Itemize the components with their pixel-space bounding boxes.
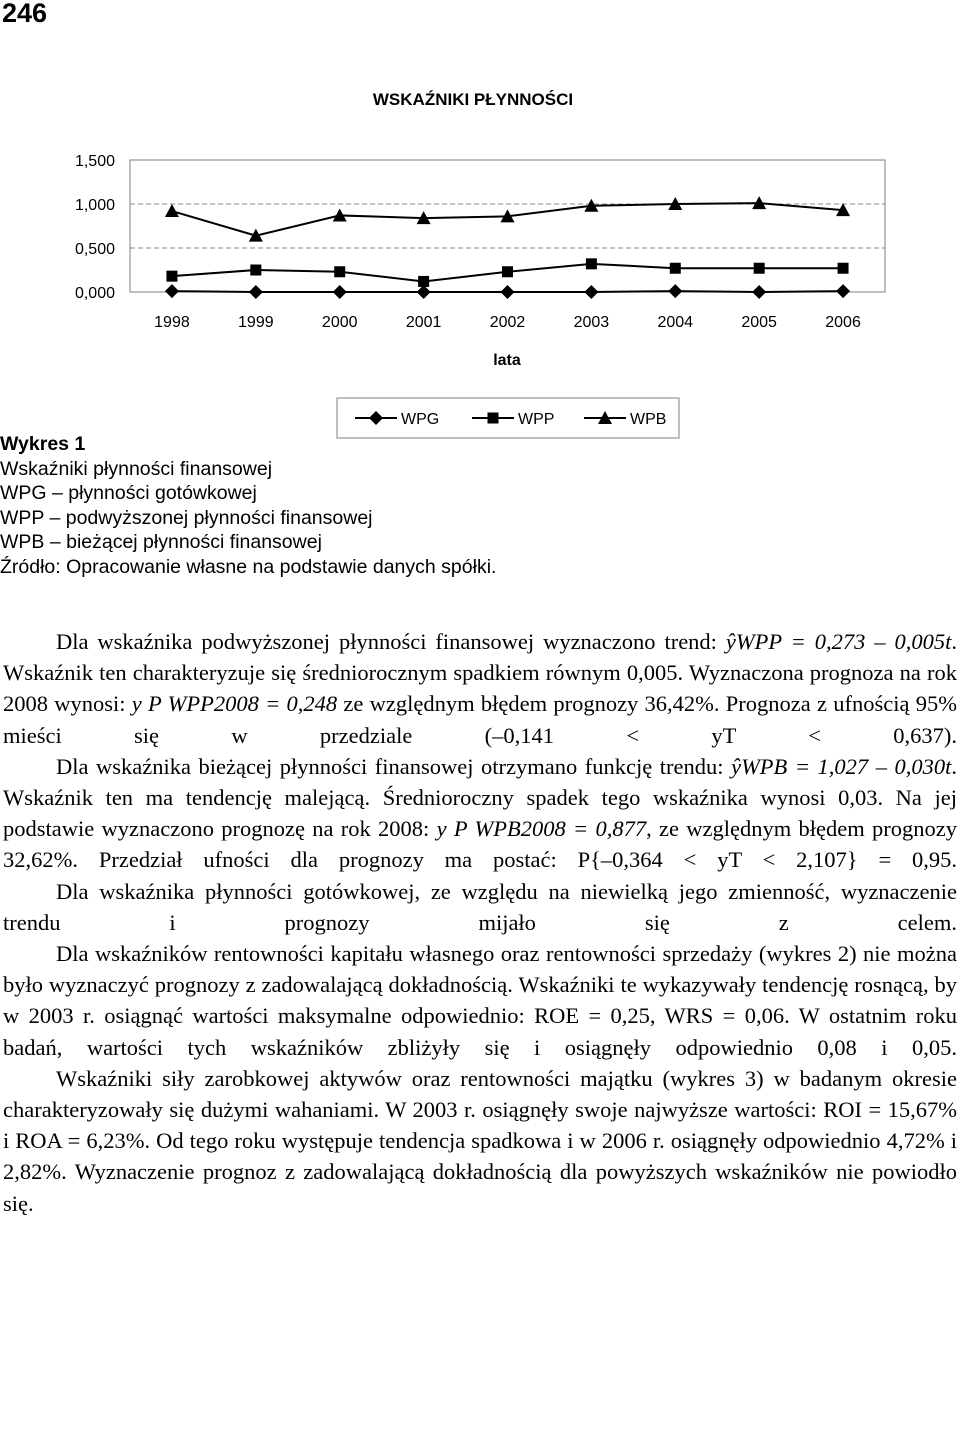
- chart-title: WSKAŹNIKI PŁYNNOŚCI: [372, 90, 574, 109]
- y-axis: [75, 153, 115, 302]
- x-axis-label: lata: [493, 352, 521, 369]
- formula-forecast-wpb: y P WPB2008 = 0,877: [436, 816, 647, 842]
- series-wpb: [165, 196, 850, 242]
- y-tick-label: 1,500: [74, 153, 115, 170]
- square-marker: [586, 258, 597, 269]
- square-marker: [502, 266, 513, 277]
- diamond-marker: [333, 285, 347, 299]
- caption-source: Źródło: Opracowanie własne na podstawie danych spółki.: [0, 555, 497, 578]
- legend-label: WPP: [518, 411, 555, 428]
- x-tick-label: 2000: [321, 314, 358, 331]
- page-number: 246: [2, 0, 48, 28]
- formula-forecast-wpp: y P WPP2008 = 0,248: [131, 691, 338, 717]
- square-marker: [670, 263, 681, 274]
- body-text: [3, 626, 957, 1219]
- caption-line: WPG – płynności gotówkowej: [0, 482, 257, 504]
- caption-line: Wskaźniki płynności finansowej: [0, 457, 273, 480]
- caption-line: WPP – podwyższonej płynności finansowej: [0, 506, 373, 529]
- paragraph-roe-wrs: Dla wskaźników rentowności kapitału własnego oraz rentowności sprzedaży (wykres 2) nie można było wyznaczyć prognozy z zadowalającą dokładnością. Wskaźniki te wykazywały tendencję rosnącą, by w 2003 r. osiągnąć wartości maksymalne odpowiednio: ROE = 0,25, WRS = 0,06. W ostatnim roku badań, wartości tych wskaźników zbliżyły się i osiągnęły odpowiednio 0,08 i 0,05.: [3, 941, 957, 1060]
- legend-label: WPG: [401, 411, 440, 428]
- x-tick-label: 2003: [573, 314, 610, 331]
- series-wpg: [165, 284, 850, 299]
- square-marker: [754, 263, 765, 274]
- x-tick-label: 2006: [825, 314, 861, 331]
- square-marker: [418, 276, 429, 287]
- x-tick-label: 2002: [489, 314, 526, 331]
- diamond-marker: [836, 284, 850, 298]
- figure-caption: [0, 432, 496, 579]
- paragraph-wpg: Dla wskaźnika płynności gotówkowej, ze względu na niewielką jego zmienność, wyznaczenie trendu i prognozy mijało się z celem.: [3, 878, 957, 935]
- liquidity-chart: [0, 60, 960, 440]
- x-tick-label: 2005: [741, 314, 777, 331]
- paragraph-wpp: Dla wskaźnika podwyższonej płynności finansowej wyznaczono trend: ŷWPP = 0,273 – 0,005t. Wskaźnik ten charakteryzuje się średniorocznym spadkiem równym 0,005. Wyznaczona prognoza na rok 2008 wynosi: y P WPP2008 = 0,248 ze względnym błędem prognozy 36,42%. Prognoza z ufnością 95% mieści się w przedziale (–0,141 < yT < 0,637).: [3, 629, 957, 748]
- formula-trend-wpp: ŷWPP = 0,273 – 0,005t: [725, 629, 952, 654]
- caption-title: Wykres 1: [0, 433, 86, 455]
- diamond-marker: [752, 285, 766, 299]
- y-tick-label: 0,000: [74, 285, 115, 302]
- triangle-marker: [165, 204, 179, 217]
- square-marker: [488, 413, 499, 424]
- diamond-marker: [501, 285, 515, 299]
- paragraph-wpb: Dla wskaźnika bieżącej płynności finansowej otrzymano funkcję trendu: ŷWPB = 1,027 – 0,030t. Wskaźnik ten ma tendencję malejącą. Średnioroczny spadek tego wskaźnika wynosi 0,03. Na jej podstawie wyznaczono prognozę na rok 2008: y P WPB2008 = 0,877, ze względnym błędem prognozy 32,62%. Przedział ufności dla prognozy ma postać: P{–0,364 < yT < 2,107} = 0,95.: [3, 753, 958, 873]
- x-tick-label: 1999: [238, 314, 274, 331]
- legend-label: WPB: [630, 411, 667, 428]
- diamond-marker: [165, 284, 179, 298]
- y-tick-label: 0,500: [74, 241, 115, 258]
- diamond-marker: [668, 284, 682, 298]
- diamond-marker: [584, 285, 598, 299]
- diamond-marker: [249, 285, 263, 299]
- diamond-marker: [417, 285, 431, 299]
- x-axis: [154, 314, 861, 331]
- square-marker: [250, 265, 261, 276]
- paragraph-roi-roa: Wskaźniki siły zarobkowej aktywów oraz rentowności majątku (wykres 3) w badanym okresie charakteryzowały się dużymi wahaniami. W 2003 r. osiągnęły swoje najwyższe wartości: ROI = 15,67% i ROA = 6,23%. Od tego roku występuje tendencja spadkowa i w 2006 r. osiągnęły odpowiednio 4,72% i 2,82%. Wyznaczenie prognoz z zadowalającą dokładnością dla powyższych wskaźników nie powiodło się.: [3, 1065, 957, 1216]
- x-tick-label: 2001: [405, 314, 442, 331]
- caption-line: WPB – bieżącej płynności finansowej: [0, 531, 322, 553]
- x-tick-label: 1998: [154, 314, 190, 331]
- y-tick-label: 1,000: [74, 197, 115, 214]
- series-wpp: [166, 258, 848, 287]
- square-marker: [334, 266, 345, 277]
- square-marker: [166, 271, 177, 282]
- formula-trend-wpb: ŷWPB = 1,027 – 0,030t: [731, 753, 952, 779]
- square-marker: [838, 263, 849, 274]
- x-tick-label: 2004: [657, 314, 694, 331]
